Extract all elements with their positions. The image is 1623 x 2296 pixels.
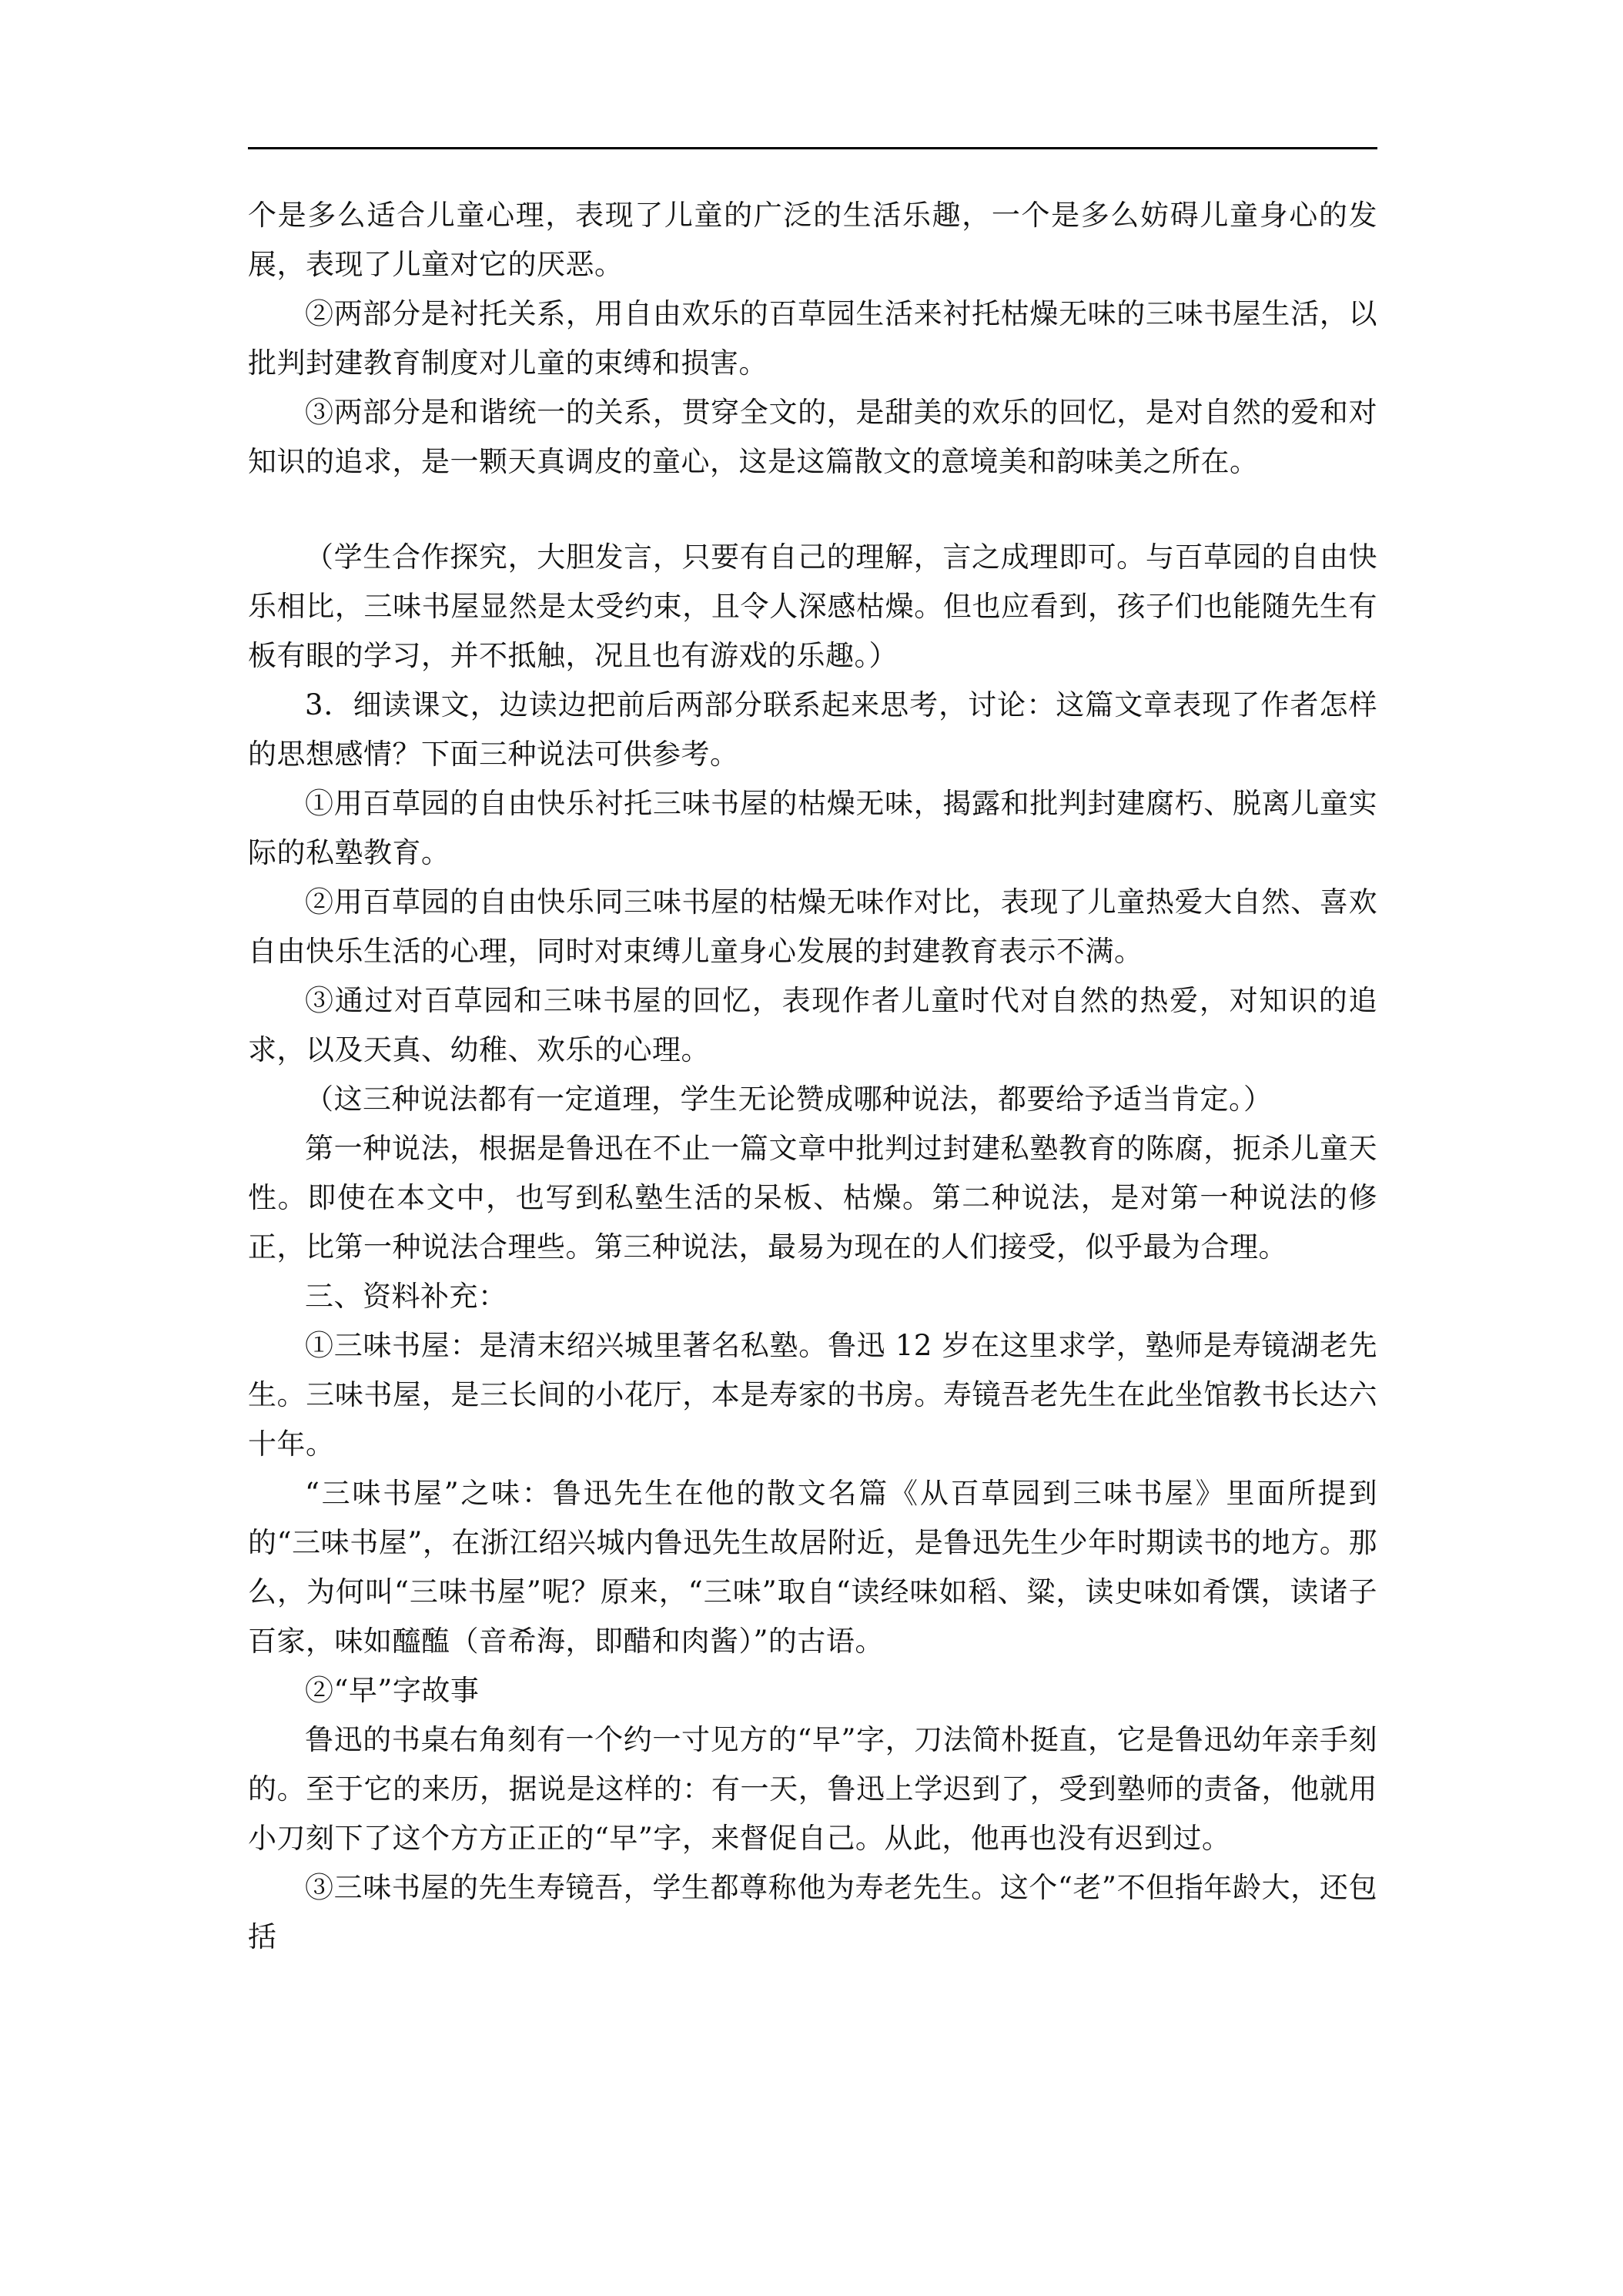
paragraph-spacer bbox=[248, 487, 1377, 533]
paragraph-student-discussion-note: （学生合作探究，大胆发言，只要有自己的理解，言之成理即可。与百草园的自由快乐相比，三味书屋显然是太受约束，且令人深感枯燥。但也应看到，孩子们也能随先生有板有眼的学习，并不抵触，况且也有游戏的乐趣。） bbox=[248, 541, 1377, 672]
paragraph-sanwei-bookhouse: ①三味书屋：是清末绍兴城里著名私塾。鲁迅 12 岁在这里求学，塾师是寿镜湖老先生。三味书屋，是三长间的小花厅，本是寿家的书房。寿镜吾老先生在此坐馆教书长达六十年。 bbox=[248, 1329, 1377, 1461]
paragraph-option-1: ①用百草园的自由快乐衬托三味书屋的枯燥无味，揭露和批判封建腐朽、脱离儿童实际的私塾教育。 bbox=[248, 787, 1377, 869]
paragraph-continuation: 个是多么适合儿童心理，表现了儿童的广泛的生活乐趣，一个是多么妨碍儿童身心的发展，表现了儿童对它的厌恶。 bbox=[248, 199, 1377, 281]
subheading-zao-story: ②“早”字故事 bbox=[305, 1674, 480, 1707]
paragraph-sanwei-meaning: “三味书屋”之味：鲁迅先生在他的散文名篇《从百草园到三味书屋》里面所提到的“三味书屋”，在浙江绍兴城内鲁迅先生故居附近，是鲁迅先生少年时期读书的地方。那么，为何叫“三味书屋”呢？原来，“三味”取自“读经味如稻、粱，读史味如肴馔，读诸子百家，味如醯醢（音希海，即醋和肉酱）”的古语。 bbox=[248, 1477, 1377, 1658]
paragraph-teacher-shou: ③三味书屋的先生寿镜吾，学生都尊称他为寿老先生。这个“老”不但指年龄大，还包括 bbox=[248, 1871, 1377, 1953]
header-rule bbox=[248, 147, 1377, 149]
paragraph-point-3: ③两部分是和谐统一的关系，贯穿全文的，是甜美的欢乐的回忆，是对自然的爱和对知识的追求，是一颗天真调皮的童心，这是这篇散文的意境美和韵味美之所在。 bbox=[248, 396, 1377, 478]
paragraph-zao-story: 鲁迅的书桌右角刻有一个约一寸见方的“早”字，刀法简朴挺直，它是鲁迅幼年亲手刻的。至于它的来历，据说是这样的：有一天，鲁迅上学迟到了，受到塾师的责备，他就用小刀刻下了这个方方正正的“早”字，来督促自己。从此，他再也没有迟到过。 bbox=[248, 1723, 1377, 1855]
paragraph-point-2: ②两部分是衬托关系，用自由欢乐的百草园生活来衬托枯燥无味的三味书屋生活，以批判封建教育制度对儿童的束缚和损害。 bbox=[248, 297, 1377, 380]
paragraph-option-3: ③通过对百草园和三味书屋的回忆，表现作者儿童时代对自然的热爱，对知识的追求，以及天真、幼稚、欢乐的心理。 bbox=[248, 984, 1377, 1066]
paragraph-option-2: ②用百草园的自由快乐同三味书屋的枯燥无味作对比，表现了儿童热爱大自然、喜欢自由快乐生活的心理，同时对束缚儿童身心发展的封建教育表示不满。 bbox=[248, 885, 1377, 968]
document-body bbox=[248, 191, 1377, 1962]
paragraph-question-3: 3．细读课文，边读边把前后两部分联系起来思考，讨论：这篇文章表现了作者怎样的思想感情？下面三种说法可供参考。 bbox=[248, 688, 1377, 771]
paragraph-options-note: （这三种说法都有一定道理，学生无论赞成哪种说法，都要给予适当肯定。） bbox=[305, 1083, 1273, 1116]
paragraph-analysis: 第一种说法，根据是鲁迅在不止一篇文章中批判过封建私塾教育的陈腐，扼杀儿童天性。即使在本文中，也写到私塾生活的呆板、枯燥。第二种说法，是对第一种说法的修正，比第一种说法合理些。第三种说法，最易为现在的人们接受，似乎最为合理。 bbox=[248, 1132, 1377, 1263]
section-heading-supplement: 三、资料补充： bbox=[305, 1280, 507, 1313]
